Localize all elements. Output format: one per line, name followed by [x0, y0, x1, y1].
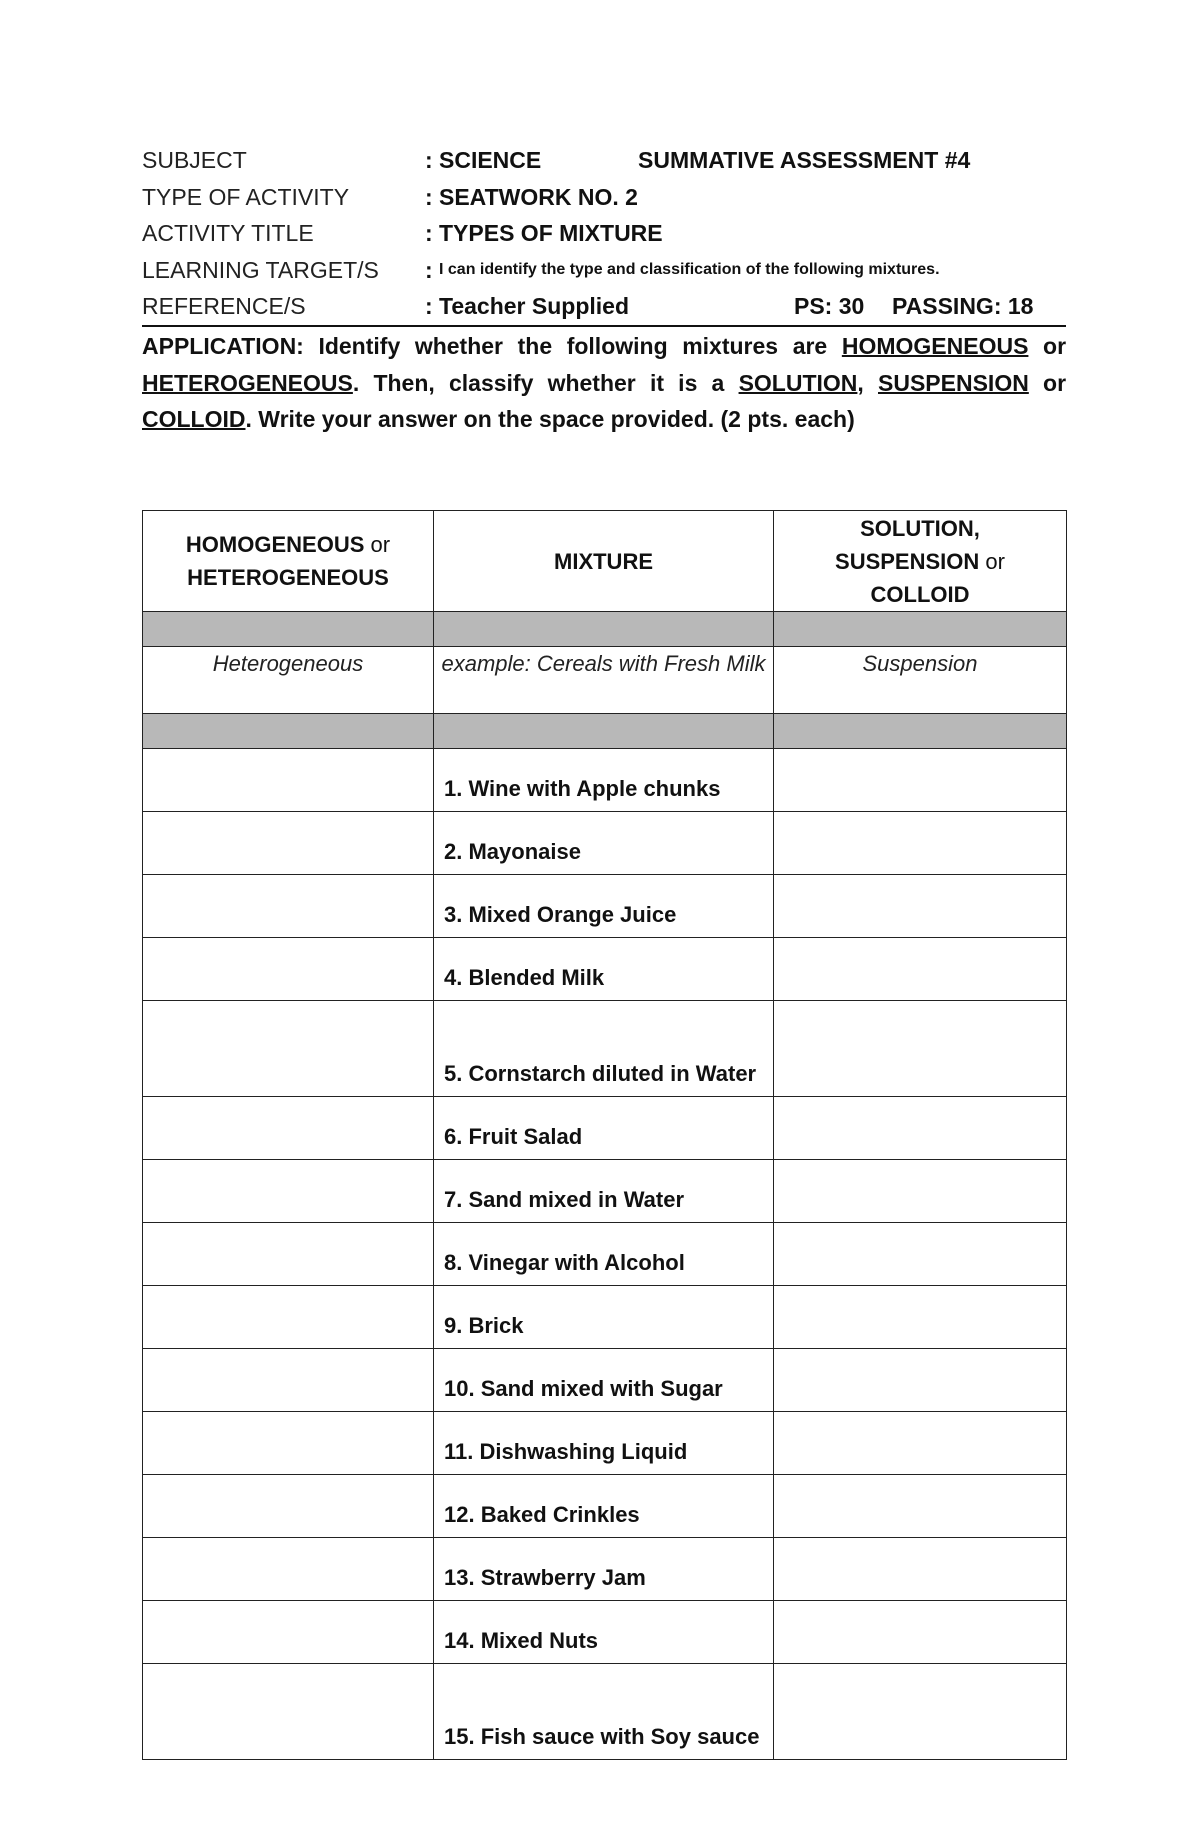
header-classification: [774, 511, 1067, 612]
answer-type-cell[interactable]: [143, 749, 434, 812]
mixture-table: [142, 510, 1067, 1760]
answer-type-cell[interactable]: [143, 1001, 434, 1097]
mixture-item: 13. Strawberry Jam: [434, 1538, 774, 1601]
answer-type-cell[interactable]: [143, 1412, 434, 1475]
learning-target-value: I can identify the type and classification of the following mixtures.: [439, 260, 940, 278]
mixture-item: 12. Baked Crinkles: [434, 1475, 774, 1538]
table-row: [143, 1160, 1067, 1223]
instructions-or: or: [1043, 369, 1067, 396]
example-classification: Suspension: [774, 647, 1067, 714]
mixture-item: 2. Mayonaise: [434, 812, 774, 875]
table-row: [143, 812, 1067, 875]
passing-score: PASSING: 18: [892, 293, 1034, 319]
suspension-term: SUSPENSION: [878, 369, 1029, 396]
header-or: or: [370, 532, 391, 557]
header-text: HOMOGENEOUS: [185, 532, 365, 557]
instructions-text: . Then, classify whether it is a: [352, 369, 725, 396]
grey-separator-row: [143, 612, 1067, 647]
answer-type-cell[interactable]: [143, 1223, 434, 1286]
instructions-lead: APPLICATION:: [142, 333, 304, 359]
heterogeneous-term: HETEROGENEOUS: [142, 369, 353, 396]
table-row: [143, 749, 1067, 812]
colloid-term: COLLOID: [142, 406, 246, 432]
table-row: [143, 1349, 1067, 1412]
answer-type-cell[interactable]: [143, 1097, 434, 1160]
answer-type-cell[interactable]: [143, 875, 434, 938]
table-row: [143, 1664, 1067, 1760]
table-row: [143, 1601, 1067, 1664]
learning-target-label: LEARNING TARGET/S: [142, 256, 379, 283]
header-text: SUSPENSION: [835, 548, 980, 574]
answer-classification-cell[interactable]: [774, 1001, 1067, 1097]
mixture-item: 10. Sand mixed with Sugar: [434, 1349, 774, 1412]
answer-classification-cell[interactable]: [774, 1160, 1067, 1223]
header-row-target: [142, 252, 1062, 289]
header-mixture: MIXTURE: [434, 511, 774, 612]
table-row: [143, 1538, 1067, 1601]
table-row: [143, 875, 1067, 938]
answer-type-cell[interactable]: [143, 1286, 434, 1349]
table-row: [143, 1286, 1067, 1349]
header-text: SOLUTION,: [860, 515, 980, 541]
answer-classification-cell[interactable]: [774, 1349, 1067, 1412]
answer-type-cell[interactable]: [143, 812, 434, 875]
instructions-text: Identify whether the following mixtures are: [318, 333, 828, 359]
assessment-title: SUMMATIVE ASSESSMENT #4: [638, 147, 971, 173]
solution-term: SOLUTION: [738, 369, 858, 396]
answer-classification-cell[interactable]: [774, 1475, 1067, 1538]
mixture-item: 1. Wine with Apple chunks: [434, 749, 774, 812]
mixture-item: 11. Dishwashing Liquid: [434, 1412, 774, 1475]
grey-cell: [434, 612, 774, 647]
mixture-item: 4. Blended Milk: [434, 938, 774, 1001]
table-row: [143, 1475, 1067, 1538]
grey-cell: [143, 714, 434, 749]
answer-classification-cell[interactable]: [774, 1412, 1067, 1475]
header-divider: [142, 325, 1066, 327]
colon: :: [425, 256, 433, 283]
answer-classification-cell[interactable]: [774, 1664, 1067, 1760]
answer-classification-cell[interactable]: [774, 1286, 1067, 1349]
header-text: COLLOID: [870, 581, 970, 607]
answer-type-cell[interactable]: [143, 1601, 434, 1664]
answer-type-cell[interactable]: [143, 1475, 434, 1538]
answer-classification-cell[interactable]: [774, 749, 1067, 812]
grey-separator-row: [143, 714, 1067, 749]
table-row: [143, 1223, 1067, 1286]
header-text: HETEROGENEOUS: [187, 565, 389, 590]
header-or: or: [985, 548, 1005, 574]
answer-type-cell[interactable]: [143, 938, 434, 1001]
grey-cell: [434, 714, 774, 749]
subject-value: SCIENCE: [439, 147, 542, 173]
header-row-reference: [142, 288, 1062, 325]
instructions-or: or: [1043, 333, 1067, 359]
instructions-text: . Write your answer on the space provided. (2 pts. each): [245, 406, 855, 432]
reference-label: REFERENCE/S: [142, 293, 306, 319]
mixture-item: 14. Mixed Nuts: [434, 1601, 774, 1664]
grey-cell: [774, 612, 1067, 647]
mixture-item: 3. Mixed Orange Juice: [434, 875, 774, 938]
mixture-item: 6. Fruit Salad: [434, 1097, 774, 1160]
perfect-score: PS: 30: [794, 293, 865, 319]
answer-classification-cell[interactable]: [774, 1538, 1067, 1601]
mixture-item: 5. Cornstarch diluted in Water: [434, 1001, 774, 1097]
answer-classification-cell[interactable]: [774, 1223, 1067, 1286]
header-row-type: [142, 179, 1062, 216]
answer-classification-cell[interactable]: [774, 1097, 1067, 1160]
activity-title-label: ACTIVITY TITLE: [142, 220, 314, 246]
header-row-subject: [142, 142, 1062, 179]
mixture-item: 7. Sand mixed in Water: [434, 1160, 774, 1223]
homogeneous-term: HOMOGENEOUS: [841, 333, 1029, 359]
table-row: [143, 1001, 1067, 1097]
answer-type-cell[interactable]: [143, 1349, 434, 1412]
grey-cell: [143, 612, 434, 647]
header-row-title: [142, 215, 1062, 252]
activity-title-value: TYPES OF MIXTURE: [439, 220, 663, 246]
instructions: [142, 328, 1066, 438]
table-row: [143, 1097, 1067, 1160]
table-row: [143, 938, 1067, 1001]
answer-type-cell[interactable]: [143, 1538, 434, 1601]
reference-value: Teacher Supplied: [439, 293, 630, 319]
example-mixture: example: Cereals with Fresh Milk: [434, 647, 774, 714]
colon: :: [425, 147, 433, 173]
header-homogeneous-heterogeneous: [143, 511, 434, 612]
header-block: [142, 142, 1062, 325]
answer-classification-cell[interactable]: [774, 1601, 1067, 1664]
answer-classification-cell[interactable]: [774, 875, 1067, 938]
grey-cell: [774, 714, 1067, 749]
answer-type-cell[interactable]: [143, 1160, 434, 1223]
colon: :: [425, 183, 433, 210]
colon: :: [425, 293, 433, 319]
mixture-item: 8. Vinegar with Alcohol: [434, 1223, 774, 1286]
answer-classification-cell[interactable]: [774, 938, 1067, 1001]
subject-label: SUBJECT: [142, 147, 247, 173]
type-of-activity-label: TYPE OF ACTIVITY: [142, 183, 350, 210]
type-of-activity-value: SEATWORK NO. 2: [439, 183, 638, 210]
instructions-comma: ,: [857, 369, 864, 396]
example-type: Heterogeneous: [143, 647, 434, 714]
answer-classification-cell[interactable]: [774, 812, 1067, 875]
colon: :: [425, 220, 433, 246]
example-row: [143, 647, 1067, 714]
mixture-item: 15. Fish sauce with Soy sauce: [434, 1664, 774, 1760]
table-header-row: [143, 511, 1067, 612]
table-row: [143, 1412, 1067, 1475]
mixture-item: 9. Brick: [434, 1286, 774, 1349]
answer-type-cell[interactable]: [143, 1664, 434, 1760]
